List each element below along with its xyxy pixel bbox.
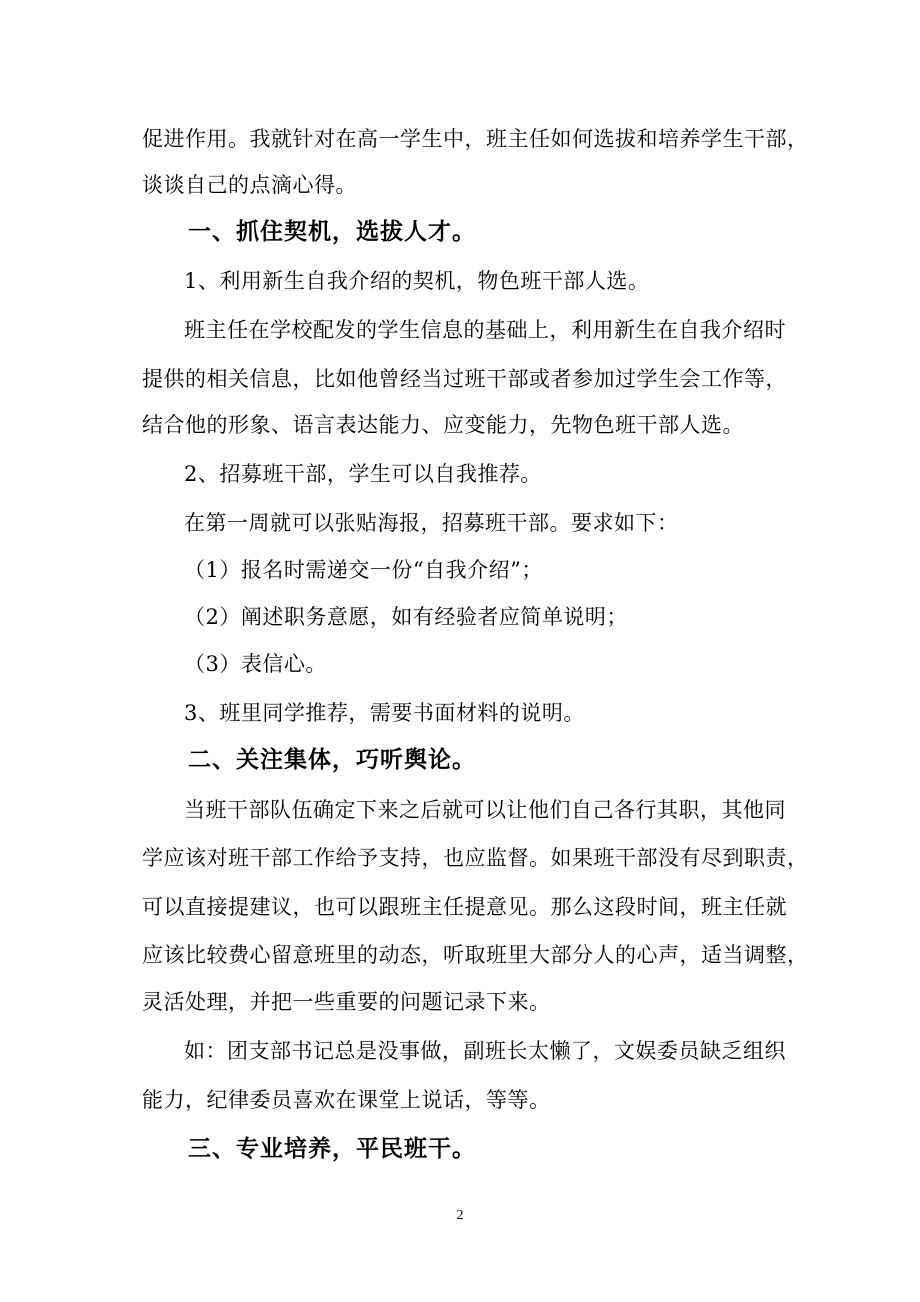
paragraph-line: 谈谈自己的点滴心得。 (142, 173, 357, 197)
paragraph-line: 如：团支部书记总是没事做，副班长太懒了，文娱委员缺乏组织 (184, 1039, 786, 1063)
section-heading-3: 三、专业培养，平民班干。 (188, 1135, 476, 1162)
paragraph-line: 当班干部队伍确定下来之后就可以让他们自己各行其职，其他同 (184, 798, 786, 822)
list-item: （3）表信心。 (184, 652, 327, 676)
page-number: 2 (456, 1208, 464, 1223)
paragraph-line: 能力，纪律委员喜欢在课堂上说话，等等。 (142, 1088, 551, 1112)
paragraph-line: 结合他的形象、语言表达能力、应变能力，先物色班干部人选。 (142, 413, 744, 437)
section-heading-2: 二、关注集体，巧听舆论。 (188, 746, 476, 773)
list-item: （1）报名时需递交一份“自我介绍”； (184, 558, 543, 582)
section-heading-1: 一、抓住契机，选拔人才。 (188, 218, 476, 245)
paragraph-line: 班主任在学校配发的学生信息的基础上，利用新生在自我介绍时 (184, 318, 786, 342)
paragraph-line: 促进作用。我就针对在高一学生中，班主任如何选拔和培养学生干部， (142, 127, 809, 151)
subsection-heading: 3、班里同学推荐，需要书面材料的说明。 (184, 701, 585, 725)
paragraph-line: 学应该对班干部工作给予支持，也应监督。如果班干部没有尽到职责， (142, 846, 809, 870)
subsection-heading: 1、利用新生自我介绍的契机，物色班干部人选。 (184, 269, 650, 293)
list-item: （2）阐述职务意愿，如有经验者应简单说明； (184, 605, 628, 629)
paragraph-line: 在第一周就可以张贴海报，招募班干部。要求如下： (184, 511, 679, 535)
paragraph-line: 应该比较费心留意班里的动态，听取班里大部分人的心声，适当调整， (142, 943, 809, 967)
subsection-heading: 2、招募班干部，学生可以自我推荐。 (184, 462, 542, 486)
paragraph-line: 灵活处理，并把一些重要的问题记录下来。 (142, 990, 551, 1014)
paragraph-line: 提供的相关信息，比如他曾经当过班干部或者参加过学生会工作等， (142, 367, 787, 391)
paragraph-line: 可以直接提建议，也可以跟班主任提意见。那么这段时间，班主任就 (142, 895, 787, 919)
